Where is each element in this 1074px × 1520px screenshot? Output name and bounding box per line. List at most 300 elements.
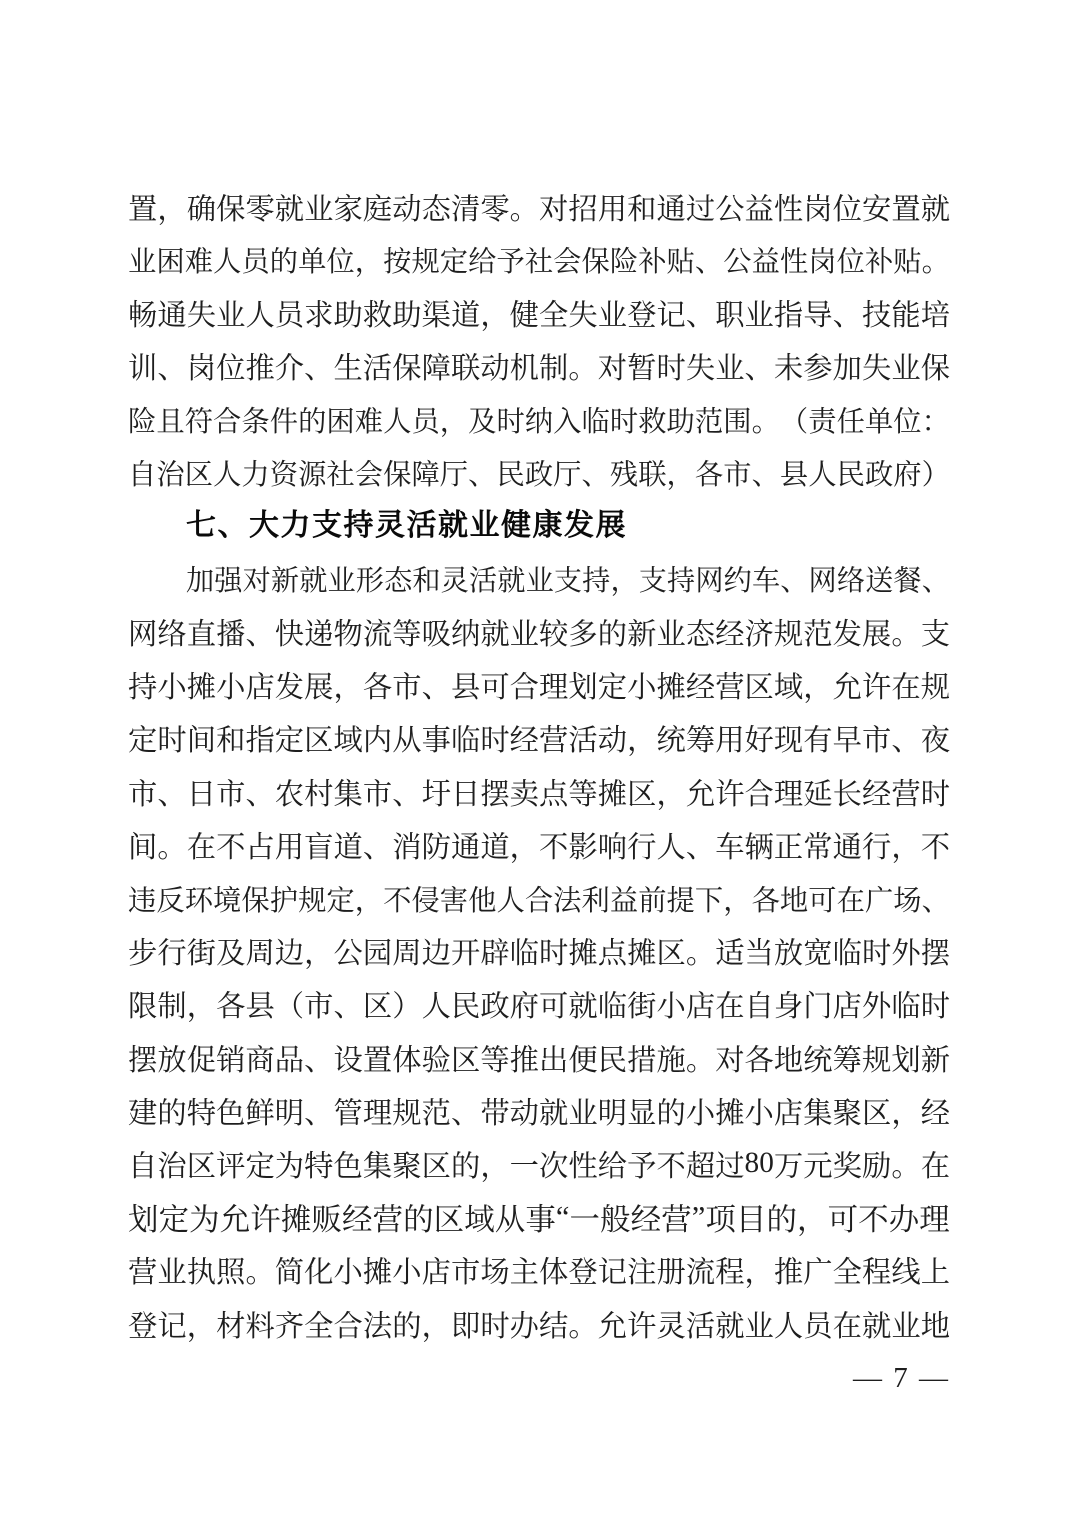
glyph: ） xyxy=(921,460,950,492)
glyph: 。 xyxy=(509,193,539,226)
glyph: 时 xyxy=(496,406,525,438)
glyph: 的 xyxy=(392,1310,422,1343)
glyph: 人 xyxy=(496,885,525,917)
glyph: 推 xyxy=(509,1044,539,1077)
glyph: 助 xyxy=(666,406,695,438)
glyph: 态 xyxy=(384,565,413,597)
glyph: 点 xyxy=(539,778,569,811)
glyph: 的 xyxy=(403,1203,434,1238)
text-line xyxy=(128,765,950,818)
glyph: 摊 xyxy=(597,778,628,811)
glyph: 资 xyxy=(269,460,299,492)
glyph: 机 xyxy=(509,353,539,386)
glyph: 公 xyxy=(333,938,363,971)
glyph: 贴 xyxy=(893,247,922,279)
glyph: 济 xyxy=(744,619,774,652)
glyph: 岗 xyxy=(186,353,217,386)
glyph: ， xyxy=(744,1257,774,1290)
glyph: 小 xyxy=(685,1097,716,1130)
glyph: 时 xyxy=(920,991,950,1024)
text-line xyxy=(128,286,950,339)
text-line xyxy=(128,340,950,393)
glyph: 政 xyxy=(480,991,510,1024)
glyph: 宽 xyxy=(803,938,833,971)
glyph: 补 xyxy=(638,247,667,279)
glyph: 放 xyxy=(157,1044,187,1077)
glyph: 险 xyxy=(128,406,157,438)
glyph: 持 xyxy=(582,565,611,597)
glyph: 集 xyxy=(803,1097,833,1130)
glyph: 、 xyxy=(304,353,334,386)
glyph: 未 xyxy=(773,353,804,386)
glyph: ， xyxy=(891,831,921,864)
glyph: 障 xyxy=(421,353,451,386)
glyph: 区 xyxy=(450,1044,481,1077)
glyph: 给 xyxy=(597,1150,628,1183)
glyph: 卖 xyxy=(509,778,539,811)
glyph: 介 xyxy=(274,353,305,386)
glyph: 市 xyxy=(304,991,334,1024)
glyph: 划 xyxy=(891,1044,921,1077)
glyph: 持 xyxy=(667,565,696,597)
glyph: 各 xyxy=(744,1044,774,1077)
glyph: ， xyxy=(797,1203,828,1238)
glyph: 庭 xyxy=(362,193,393,226)
text-line xyxy=(128,1297,950,1350)
glyph: 和 xyxy=(627,193,657,226)
glyph: 员 xyxy=(274,299,305,332)
glyph: 登 xyxy=(128,1310,158,1343)
glyph: 对 xyxy=(597,353,628,386)
glyph: 圩 xyxy=(421,778,451,811)
glyph: 健 xyxy=(509,299,539,332)
glyph: 就 xyxy=(539,1097,569,1130)
glyph: 营 xyxy=(128,1257,158,1290)
glyph: （ xyxy=(274,991,305,1024)
glyph: 不 xyxy=(216,831,246,864)
glyph: 发 xyxy=(832,619,862,652)
glyph: 业 xyxy=(525,565,554,597)
glyph: 辆 xyxy=(744,831,774,864)
glyph: 民 xyxy=(496,460,525,492)
glyph: 即 xyxy=(450,1310,481,1343)
glyph: 早 xyxy=(832,725,862,758)
glyph: 农 xyxy=(274,778,305,811)
glyph: 在 xyxy=(186,831,217,864)
glyph: 在 xyxy=(920,1150,950,1183)
glyph: 失 xyxy=(861,353,892,386)
glyph: 就 xyxy=(920,193,950,226)
glyph: 正 xyxy=(773,831,804,864)
glyph: 施 xyxy=(656,1044,686,1077)
glyph: 辟 xyxy=(480,938,510,971)
page-number: — 7 — xyxy=(853,1362,950,1394)
glyph: 人 xyxy=(383,406,412,438)
glyph: 、 xyxy=(694,247,724,279)
glyph: 人 xyxy=(213,460,242,492)
glyph: 定 xyxy=(245,1150,275,1183)
text-line xyxy=(128,606,950,659)
glyph: 可 xyxy=(480,672,510,705)
glyph: 联 xyxy=(638,460,667,492)
glyph: 利 xyxy=(581,885,610,917)
glyph: 销 xyxy=(216,1044,246,1077)
text-line xyxy=(128,1031,950,1084)
glyph: 保 xyxy=(216,193,246,226)
glyph: 不 xyxy=(656,1150,686,1183)
glyph: 小 xyxy=(157,672,187,705)
glyph: 措 xyxy=(627,1044,657,1077)
glyph: 通 xyxy=(157,299,187,332)
glyph: 人 xyxy=(245,299,275,332)
glyph: 在 xyxy=(836,885,865,917)
glyph: 县 xyxy=(245,991,275,1024)
glyph: 支 xyxy=(920,619,950,652)
glyph: 活 xyxy=(362,353,393,386)
glyph: 清 xyxy=(450,193,481,226)
glyph: 会 xyxy=(553,247,582,279)
glyph: 响 xyxy=(597,831,628,864)
glyph: 。 xyxy=(751,406,780,438)
glyph: 显 xyxy=(627,1097,657,1130)
glyph: 治 xyxy=(156,460,185,492)
glyph: 合 xyxy=(213,406,242,438)
glyph: 对 xyxy=(539,193,569,226)
text-line xyxy=(128,180,950,233)
glyph: 、 xyxy=(468,460,497,492)
glyph: 经 xyxy=(685,672,716,705)
glyph: 人 xyxy=(421,991,451,1024)
glyph: 件 xyxy=(269,406,299,438)
glyph: 、 xyxy=(921,885,950,917)
text-line xyxy=(128,552,950,605)
glyph: 就 xyxy=(274,193,305,226)
glyph: 一 xyxy=(569,1203,600,1238)
glyph: 公 xyxy=(723,247,752,279)
glyph: 灵 xyxy=(440,565,469,597)
glyph: 网 xyxy=(695,565,724,597)
glyph: 、 xyxy=(450,1097,481,1130)
glyph: 域 xyxy=(464,1203,495,1238)
glyph: 业 xyxy=(656,619,686,652)
glyph: 参 xyxy=(803,353,833,386)
glyph: 摆 xyxy=(480,778,510,811)
glyph: 时 xyxy=(157,725,187,758)
glyph: 态 xyxy=(421,193,451,226)
glyph: 能 xyxy=(891,299,921,332)
glyph: 小 xyxy=(392,1257,422,1290)
glyph: 营 xyxy=(661,1203,692,1238)
glyph: 一 xyxy=(509,1150,539,1183)
glyph: 确 xyxy=(186,193,217,226)
glyph: 、 xyxy=(685,299,716,332)
glyph: ， xyxy=(421,1310,451,1343)
glyph: 明 xyxy=(597,1097,628,1130)
glyph: 为 xyxy=(189,1203,220,1238)
glyph: 营 xyxy=(372,1203,403,1238)
document-body xyxy=(128,180,950,1350)
glyph: 困 xyxy=(156,247,185,279)
glyph: 难 xyxy=(184,247,213,279)
glyph: 时 xyxy=(861,938,892,971)
glyph: 就 xyxy=(715,1310,745,1343)
glyph: 定 xyxy=(439,247,469,279)
glyph: 和 xyxy=(412,565,441,597)
glyph: 保 xyxy=(241,885,270,917)
glyph: 的 xyxy=(597,619,628,652)
glyph: 各 xyxy=(216,991,246,1024)
glyph: 位 xyxy=(893,406,922,438)
glyph: ， xyxy=(354,885,384,917)
glyph: 营 xyxy=(539,725,569,758)
glyph: 自 xyxy=(744,991,774,1024)
glyph: 摊 xyxy=(627,938,657,971)
glyph: 主 xyxy=(509,1257,539,1290)
glyph: 治 xyxy=(157,1150,187,1183)
glyph: 动 xyxy=(597,725,628,758)
glyph: 源 xyxy=(298,460,327,492)
glyph: 不 xyxy=(858,1203,889,1238)
glyph: 过 xyxy=(715,1150,745,1183)
glyph: 促 xyxy=(186,1044,217,1077)
glyph: 简 xyxy=(274,1257,305,1290)
glyph: 新 xyxy=(920,1044,950,1077)
glyph: 指 xyxy=(773,299,804,332)
glyph: 、 xyxy=(157,353,187,386)
glyph: 就 xyxy=(480,619,510,652)
glyph: 通 xyxy=(656,193,686,226)
glyph: 就 xyxy=(568,991,598,1024)
glyph: 发 xyxy=(274,672,305,705)
glyph: 办 xyxy=(509,1310,539,1343)
glyph: 日 xyxy=(186,778,217,811)
glyph: 民 xyxy=(450,991,481,1024)
glyph: 的 xyxy=(450,1150,481,1183)
glyph: 、 xyxy=(362,831,393,864)
glyph: 区 xyxy=(186,1150,217,1183)
glyph: 活 xyxy=(568,725,598,758)
glyph: 员 xyxy=(803,1310,833,1343)
glyph: 店 xyxy=(245,672,275,705)
glyph: 法 xyxy=(553,885,582,917)
glyph: 、 xyxy=(921,565,950,597)
glyph: 理 xyxy=(539,672,569,705)
glyph: 许 xyxy=(861,672,892,705)
glyph: 评 xyxy=(216,1150,246,1183)
glyph: 店 xyxy=(421,1257,451,1290)
glyph: 员 xyxy=(411,406,440,438)
glyph: 摆 xyxy=(920,938,950,971)
glyph: 统 xyxy=(656,725,686,758)
glyph: 奖 xyxy=(832,1150,862,1183)
glyph: 注 xyxy=(627,1257,657,1290)
glyph: 摊 xyxy=(362,1257,393,1290)
glyph: 人 xyxy=(808,460,837,492)
glyph: 业 xyxy=(304,193,334,226)
glyph: 。 xyxy=(568,353,598,386)
glyph: 家 xyxy=(333,193,363,226)
glyph: 纳 xyxy=(450,619,481,652)
glyph: ， xyxy=(186,991,217,1024)
glyph: ， xyxy=(891,1097,921,1130)
glyph: ， xyxy=(333,672,363,705)
glyph: 外 xyxy=(891,938,921,971)
glyph: 允 xyxy=(219,1203,251,1238)
glyph: 展 xyxy=(304,672,334,705)
glyph: 临 xyxy=(891,991,921,1024)
glyph: 聚 xyxy=(392,1150,422,1183)
glyph: 长 xyxy=(832,778,862,811)
glyph: 纳 xyxy=(524,406,554,438)
glyph: 招 xyxy=(568,193,598,226)
glyph: 络 xyxy=(157,619,187,652)
glyph: 的 xyxy=(269,247,299,279)
glyph: 夜 xyxy=(920,725,950,758)
glyph: 周 xyxy=(392,938,422,971)
glyph: 贴 xyxy=(666,247,695,279)
glyph: 过 xyxy=(685,193,716,226)
glyph: 业 xyxy=(891,1310,921,1343)
glyph: 、 xyxy=(392,778,422,811)
glyph: 村 xyxy=(304,778,334,811)
glyph: 递 xyxy=(304,619,334,652)
glyph: 制 xyxy=(157,991,187,1024)
glyph: 对 xyxy=(715,1044,745,1077)
glyph: 照 xyxy=(216,1257,246,1290)
glyph: 险 xyxy=(609,247,639,279)
glyph: 合 xyxy=(524,885,554,917)
glyph: 各 xyxy=(694,460,724,492)
glyph: 境 xyxy=(213,885,242,917)
glyph: 环 xyxy=(184,885,213,917)
glyph: 园 xyxy=(362,938,393,971)
glyph: ， xyxy=(157,193,187,226)
glyph: 等 xyxy=(568,778,598,811)
glyph: 、 xyxy=(751,460,780,492)
glyph: 点 xyxy=(597,938,628,971)
glyph: 导 xyxy=(803,299,833,332)
glyph: 人 xyxy=(773,1310,804,1343)
glyph: 业 xyxy=(597,299,628,332)
glyph: 自 xyxy=(128,1150,158,1183)
glyph: 侵 xyxy=(411,885,440,917)
glyph: 、 xyxy=(744,353,774,386)
glyph: 街 xyxy=(186,938,217,971)
glyph: 位 xyxy=(832,193,862,226)
glyph: 的 xyxy=(157,1097,187,1130)
glyph: 在 xyxy=(832,1310,862,1343)
text-line xyxy=(128,659,950,712)
glyph: 救 xyxy=(638,406,667,438)
glyph: 单 xyxy=(298,247,327,279)
glyph: 色 xyxy=(216,1097,246,1130)
glyph: 持 xyxy=(128,672,158,705)
glyph: 理 xyxy=(362,1097,393,1130)
glyph: 特 xyxy=(304,1150,334,1183)
glyph: 事 xyxy=(421,725,451,758)
glyph: 执 xyxy=(186,1257,217,1290)
glyph: 范 xyxy=(421,1097,451,1130)
glyph: 建 xyxy=(128,1097,158,1130)
glyph: 法 xyxy=(362,1310,393,1343)
glyph: 集 xyxy=(362,1150,393,1183)
glyph: 支 xyxy=(553,565,583,597)
glyph: 市 xyxy=(450,1257,481,1290)
glyph: 对 xyxy=(242,565,271,597)
glyph: 规 xyxy=(920,672,950,705)
glyph: 统 xyxy=(803,1044,833,1077)
glyph: 、 xyxy=(245,619,275,652)
glyph: 位 xyxy=(216,353,246,386)
glyph: 车 xyxy=(751,565,781,597)
glyph: 可 xyxy=(827,1203,859,1238)
glyph: 和 xyxy=(216,725,246,758)
text-line xyxy=(128,712,950,765)
glyph: 验 xyxy=(421,1044,451,1077)
glyph: 岗 xyxy=(808,247,837,279)
glyph: 流 xyxy=(685,1257,716,1290)
glyph: 条 xyxy=(241,406,270,438)
glyph: 时 xyxy=(656,353,686,386)
glyph: 暂 xyxy=(627,353,657,386)
glyph: 体 xyxy=(392,1044,422,1077)
glyph: 色 xyxy=(333,1150,363,1183)
glyph: 直 xyxy=(186,619,217,652)
glyph: 从 xyxy=(494,1203,526,1238)
glyph: 边 xyxy=(274,938,305,971)
glyph: 间 xyxy=(128,831,158,864)
glyph: 化 xyxy=(304,1257,334,1290)
glyph: 动 xyxy=(509,1097,539,1130)
glyph: 日 xyxy=(450,778,481,811)
glyph: 联 xyxy=(450,353,481,386)
glyph: 摊 xyxy=(186,672,217,705)
glyph: 超 xyxy=(685,1150,716,1183)
glyph: 出 xyxy=(539,1044,569,1077)
glyph: 多 xyxy=(568,619,598,652)
glyph: 。 xyxy=(921,247,950,279)
glyph: 营 xyxy=(891,778,921,811)
glyph: 失 xyxy=(568,299,598,332)
glyph: 范 xyxy=(803,619,833,652)
glyph: 性 xyxy=(773,193,804,226)
glyph: 经 xyxy=(715,619,745,652)
glyph: 网 xyxy=(808,565,837,597)
glyph: 划 xyxy=(128,1203,159,1238)
glyph: 动 xyxy=(392,193,422,226)
glyph: 般 xyxy=(600,1203,631,1238)
glyph: ， xyxy=(480,1150,510,1183)
glyph: 难 xyxy=(354,406,384,438)
glyph: 摊 xyxy=(715,1097,745,1130)
glyph: 街 xyxy=(627,991,657,1024)
glyph: 鲜 xyxy=(245,1097,275,1130)
glyph: 临 xyxy=(450,725,481,758)
glyph: 障 xyxy=(411,460,440,492)
glyph: 步 xyxy=(128,938,158,971)
glyph: 畅 xyxy=(128,299,158,332)
glyph: 周 xyxy=(245,938,275,971)
glyph: 就 xyxy=(299,565,328,597)
glyph: 现 xyxy=(773,725,804,758)
glyph: 边 xyxy=(421,938,451,971)
glyph: 店 xyxy=(685,991,716,1024)
glyph: 许 xyxy=(250,1203,281,1238)
text-line xyxy=(128,1244,950,1297)
glyph: 临 xyxy=(581,406,610,438)
glyph: 安 xyxy=(861,193,892,226)
glyph: 力 xyxy=(241,460,270,492)
